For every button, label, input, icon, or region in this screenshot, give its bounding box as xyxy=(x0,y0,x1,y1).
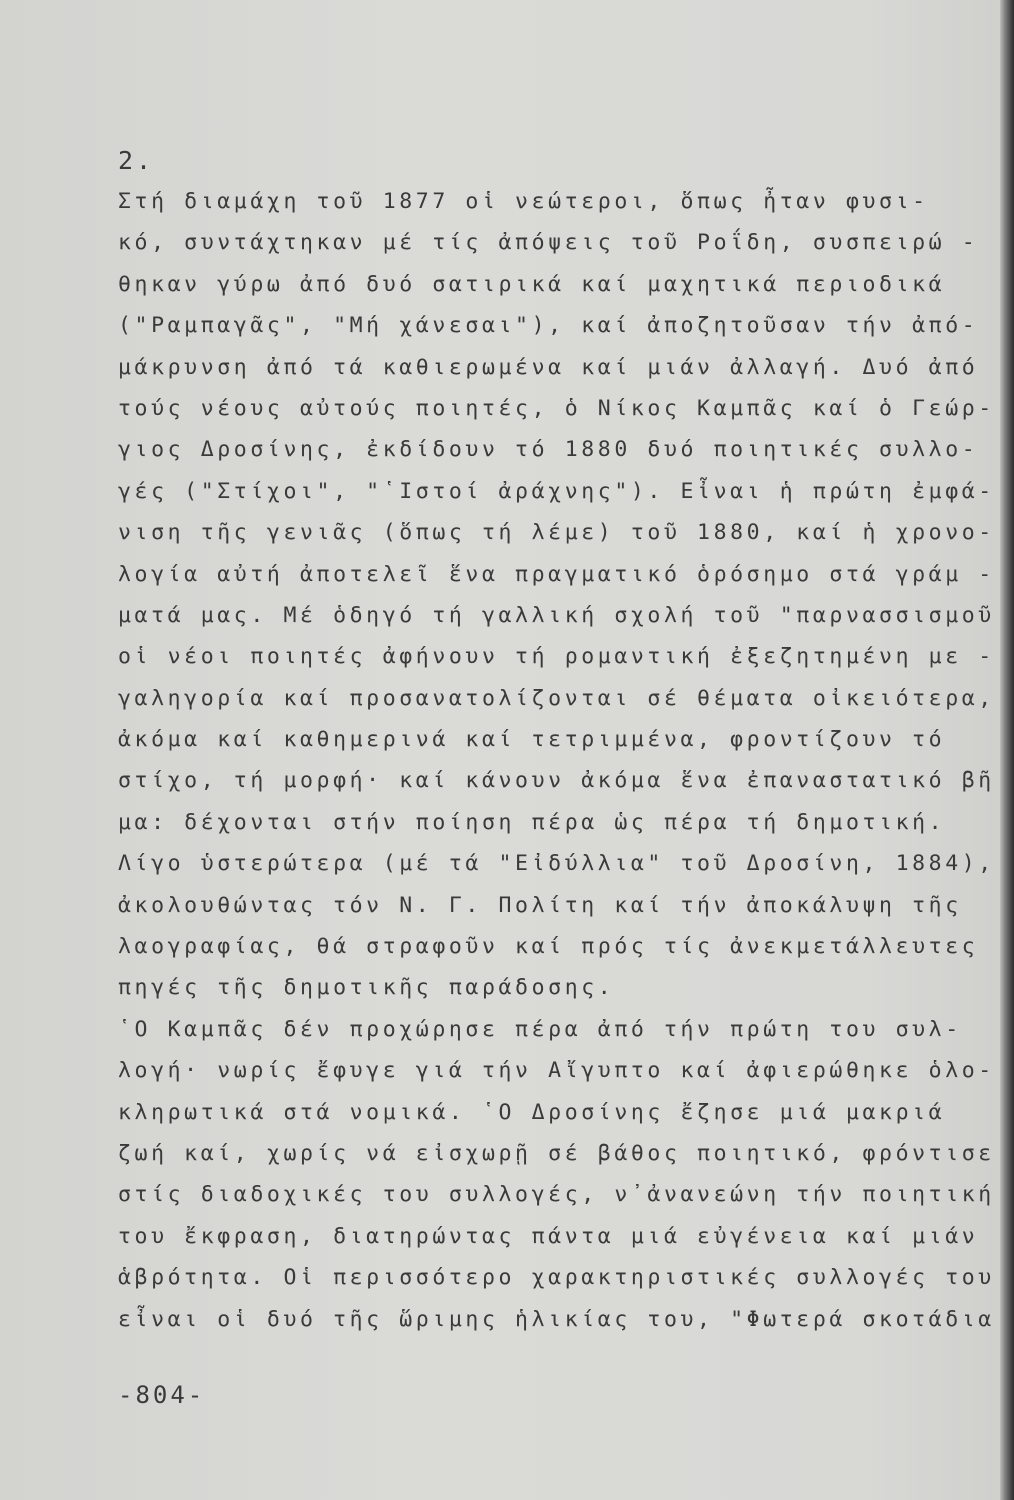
text-line: μάκρυνση ἀπό τά καθιερωμένα καί μιάν ἀλλαγή. Δυό ἀπό xyxy=(118,354,979,380)
page-edge-shadow xyxy=(1000,0,1014,1500)
text-line: γές ("Στίχοι", "῾Ιστοί ἀράχνης"). Εἶναι ἡ πρώτη ἐμφά- xyxy=(118,478,995,504)
text-line: λαογραφίας, θά στραφοῦν καί πρός τίς ἀνεκμετάλλευτες xyxy=(118,934,979,960)
text-line: ῾Ο Καμπᾶς δέν προχώρησε πέρα ἀπό τήν πρώτη του συλ- xyxy=(118,1016,962,1042)
body-text xyxy=(118,181,998,1340)
text-line: Στή διαμάχη τοῦ 1877 οἱ νεώτεροι, ὅπως ἦταν φυσι- xyxy=(118,189,929,214)
text-line: μα: δέχονται στήν ποίηση πέρα ὡς πέρα τή δημοτική. xyxy=(118,809,946,835)
text-line: ἀκολουθώντας τόν Ν. Γ. Πολίτη καί τήν ἀποκάλυψη τῆς xyxy=(118,892,962,918)
text-line: λογία αὐτή ἀποτελεῖ ἕνα πραγματικό ὁρόσημο στά γράμ - xyxy=(118,561,995,587)
text-line: νιση τῆς γενιᾶς (ὅπως τή λέμε) τοῦ 1880, καί ἡ χρονο- xyxy=(118,520,995,546)
text-line: θηκαν γύρω ἀπό δυό σατιρικά καί μαχητικά περιοδικά xyxy=(118,271,946,297)
text-line: τούς νέους αὐτούς ποιητές, ὁ Νίκος Καμπᾶς καί ὁ Γεώρ- xyxy=(118,395,995,421)
text-line: κό, συντάχτηκαν μέ τίς ἀπόψεις τοῦ Ροΐδη, συσπειρώ - xyxy=(118,230,979,256)
text-line: ("Ραμπαγᾶς", "Μή χάνεσαι"), καί ἀποζητοῦσαν τήν ἀπό- xyxy=(118,313,979,339)
text-line: πηγές τῆς δημοτικῆς παράδοσης. xyxy=(118,975,615,1001)
text-line: ζωή καί, χωρίς νά εἰσχωρῇ σέ βάθος ποιητικό, φρόντισε xyxy=(118,1140,995,1166)
text-line: κληρωτικά στά νομικά. ῾Ο Δροσίνης ἔζησε μιά μακριά xyxy=(118,1099,946,1125)
text-line: εἶναι οἱ δυό τῆς ὥριμης ἡλικίας του, "Φωτερά σκοτάδια xyxy=(118,1306,995,1332)
text-line: Λίγο ὑστερώτερα (μέ τά "Εἰδύλλια" τοῦ Δροσίνη, 1884), xyxy=(118,851,995,877)
text-line: στίς διαδοχικές του συλλογές, ν᾽ἀνανεώνη τήν ποιητική xyxy=(118,1182,995,1208)
text-line: γαληγορία καί προσανατολίζονται σέ θέματα οἰκειότερα, xyxy=(118,685,995,711)
text-line: στίχο, τή μορφή· καί κάνουν ἀκόμα ἕνα ἐπαναστατικό βῆ xyxy=(118,768,995,794)
text-line: του ἔκφραση, διατηρώντας πάντα μιά εὐγένεια καί μιάν xyxy=(118,1223,979,1249)
text-line: οἱ νέοι ποιητές ἀφήνουν τή ρομαντική ἐξεζητημένη με - xyxy=(118,644,995,670)
text-line: λογή· νωρίς ἔφυγε γιά τήν Αἴγυπτο καί ἀφιερώθηκε ὁλο- xyxy=(118,1058,995,1084)
text-line: ἀκόμα καί καθημερινά καί τετριμμένα, φροντίζουν τό xyxy=(118,727,946,753)
section-number: 2. xyxy=(118,146,155,175)
text-line: γιος Δροσίνης, ἐκδίδουν τό 1880 δυό ποιητικές συλλο- xyxy=(118,437,979,463)
page-folio: -804- xyxy=(118,1381,206,1409)
text-line: ματά μας. Μέ ὁδηγό τή γαλλική σχολή τοῦ "παρνασσισμοῦ xyxy=(118,602,995,628)
text-line: ἁβρότητα. Οἱ περισσότερο χαρακτηριστικές συλλογές του xyxy=(118,1265,995,1291)
